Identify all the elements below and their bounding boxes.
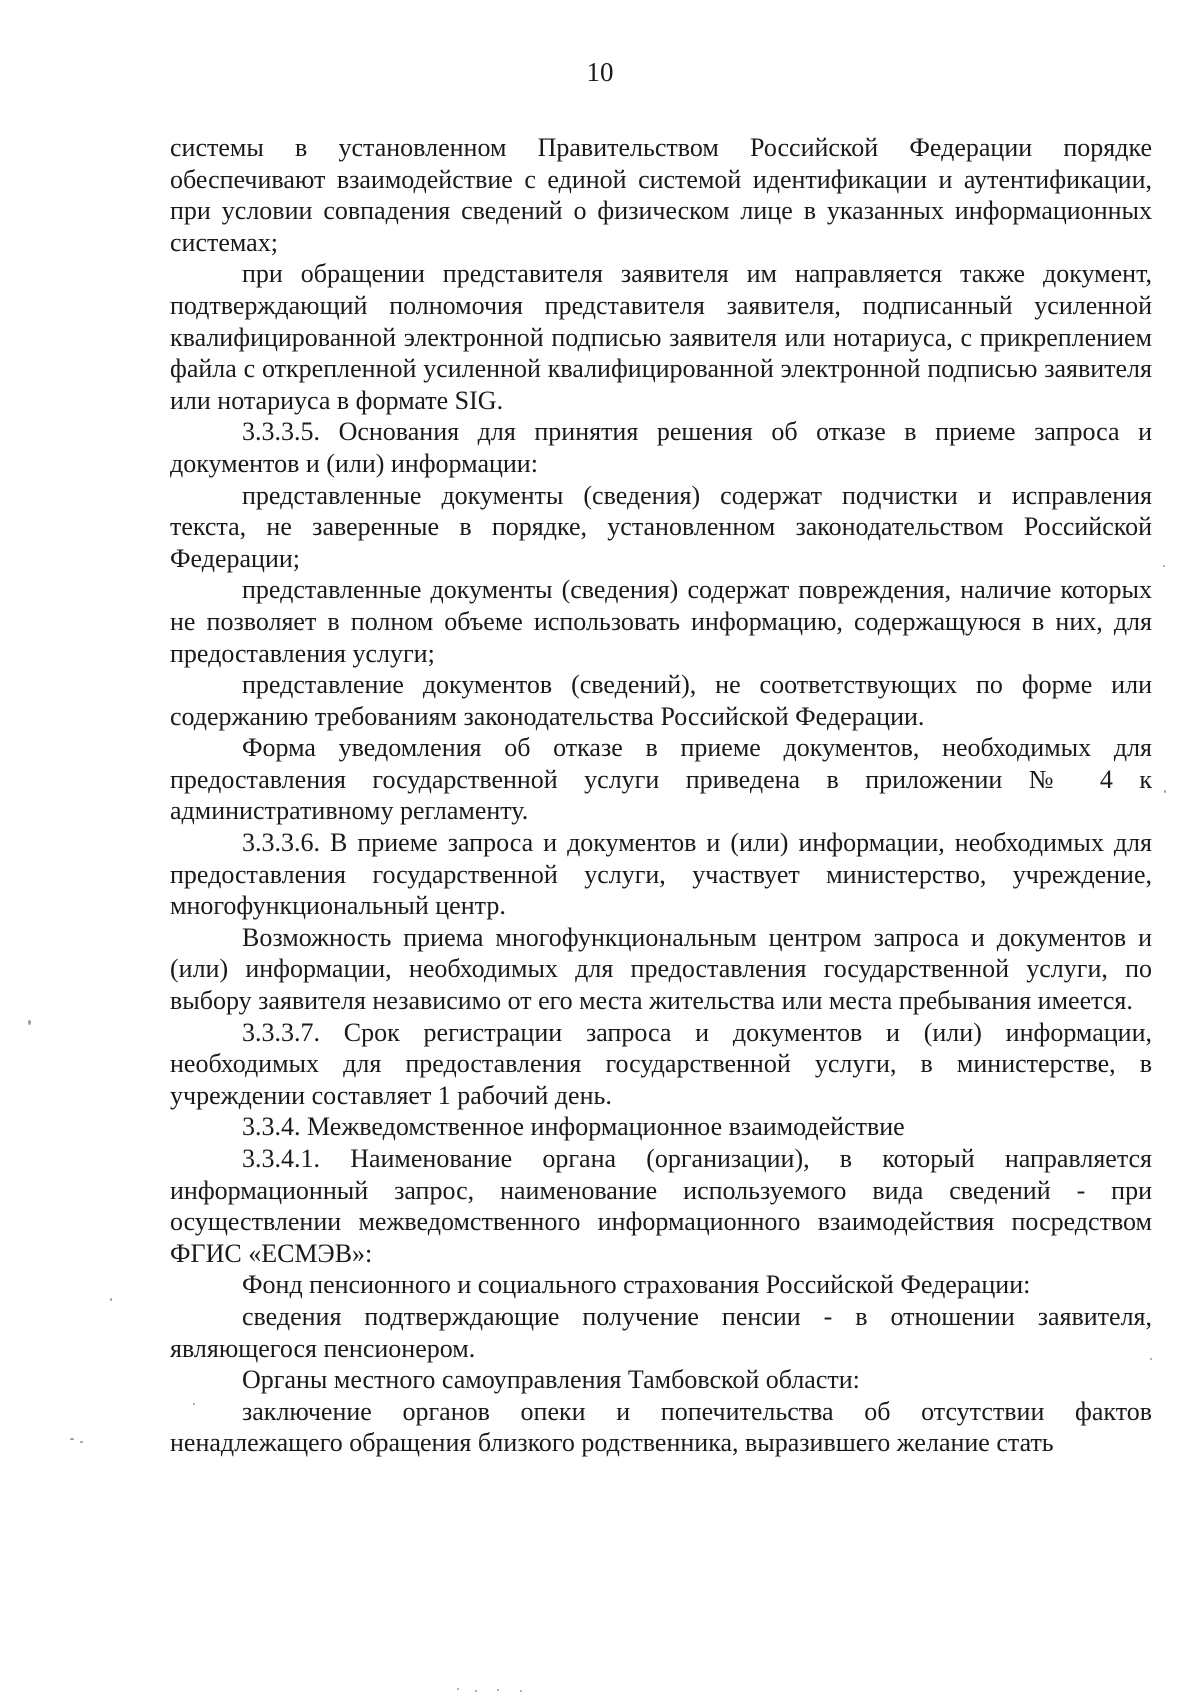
page-number: 10: [586, 57, 614, 87]
paragraph: системы в установленном Правительством Российской Федерации порядке обеспечивают взаимодействие с единой системой идентификации и аутентификации, при условии совпадения сведений о физическом лице в указанных информационных системах;: [170, 133, 1152, 257]
scan-speck: [110, 1298, 112, 1301]
section-heading: 3.3.4. Межведомственное информационное взаимодействие: [242, 1112, 905, 1142]
paragraph: 3.3.3.5. Основания для принятия решения об отказе в приеме запроса и документов и (или) информации:: [170, 417, 1152, 478]
document-body: [170, 132, 1152, 1459]
paragraph: Форма уведомления об отказе в приеме документов, необходимых для предоставления государственной услуги приведена в приложении № 4 к административному регламенту.: [170, 733, 1152, 826]
scan-speck: [520, 1690, 522, 1692]
scan-speck: [80, 1441, 83, 1443]
paragraph: 3.3.3.7. Срок регистрации запроса и документов и (или) информации, необходимых для предоставления государственной услуги, в министерстве, в учреждении составляет 1 рабочий день.: [170, 1017, 1152, 1110]
scan-speck: [475, 1690, 477, 1692]
paragraph: представление документов (сведений), не соответствующих по форме или содержанию требованиям законодательства Российской Федерации.: [170, 670, 1152, 731]
scan-speck: [1164, 790, 1166, 793]
paragraph: при обращении представителя заявителя им направляется также документ, подтверждающий полномочия представителя заявителя, подписанный усиленной квалифицированной электронной подписью заявителя или нотариуса, с прикреплением файла с открепленной усиленной квалифицированной электронной подписью заявителя или нотариуса в формате SIG.: [170, 259, 1152, 415]
scan-speck: [28, 1020, 31, 1025]
paragraph: представленные документы (сведения) содержат повреждения, наличие которых не позволяет в полном объеме использовать информацию, содержащуюся в них, для предоставления услуги;: [170, 575, 1152, 668]
scan-speck: [457, 1688, 459, 1690]
paragraph: Возможность приема многофункциональным центром запроса и документов и (или) информации, необходимых для предоставления государственной услуги, по выбору заявителя независимо от его места жительства или места пребывания имеется.: [170, 922, 1152, 1016]
scan-speck: [193, 1403, 195, 1405]
scan-speck: [1150, 1358, 1152, 1360]
paragraph: Органы местного самоуправления Тамбовской области:: [242, 1365, 860, 1395]
scan-speck: [497, 1689, 499, 1691]
paragraph: заключение органов опеки и попечительства об отсутствии фактов ненадлежащего обращения близкого родственника, выразившего желание стать: [170, 1396, 1152, 1458]
paragraph: сведения подтверждающие получение пенсии - в отношении заявителя, являющегося пенсионером.: [170, 1301, 1152, 1363]
paragraph: 3.3.3.6. В приеме запроса и документов и (или) информации, необходимых для предоставления государственной услуги, участвует министерство, учреждение, многофункциональный центр.: [170, 828, 1152, 921]
scan-speck: [70, 1438, 74, 1440]
scan-speck: [1163, 565, 1165, 567]
paragraph: 3.3.4.1. Наименование органа (организации), в который направляется информационный запрос, наименование используемого вида сведений - при осуществлении межведомственного информационного взаимодействия посредством ФГИС «ЕСМЭВ»:: [170, 1144, 1152, 1268]
paragraph: представленные документы (сведения) содержат подчистки и исправления текста, не заверенные в порядке, установленном законодательством Российской Федерации;: [170, 480, 1152, 573]
paragraph: Фонд пенсионного и социального страхования Российской Федерации:: [242, 1270, 1031, 1300]
